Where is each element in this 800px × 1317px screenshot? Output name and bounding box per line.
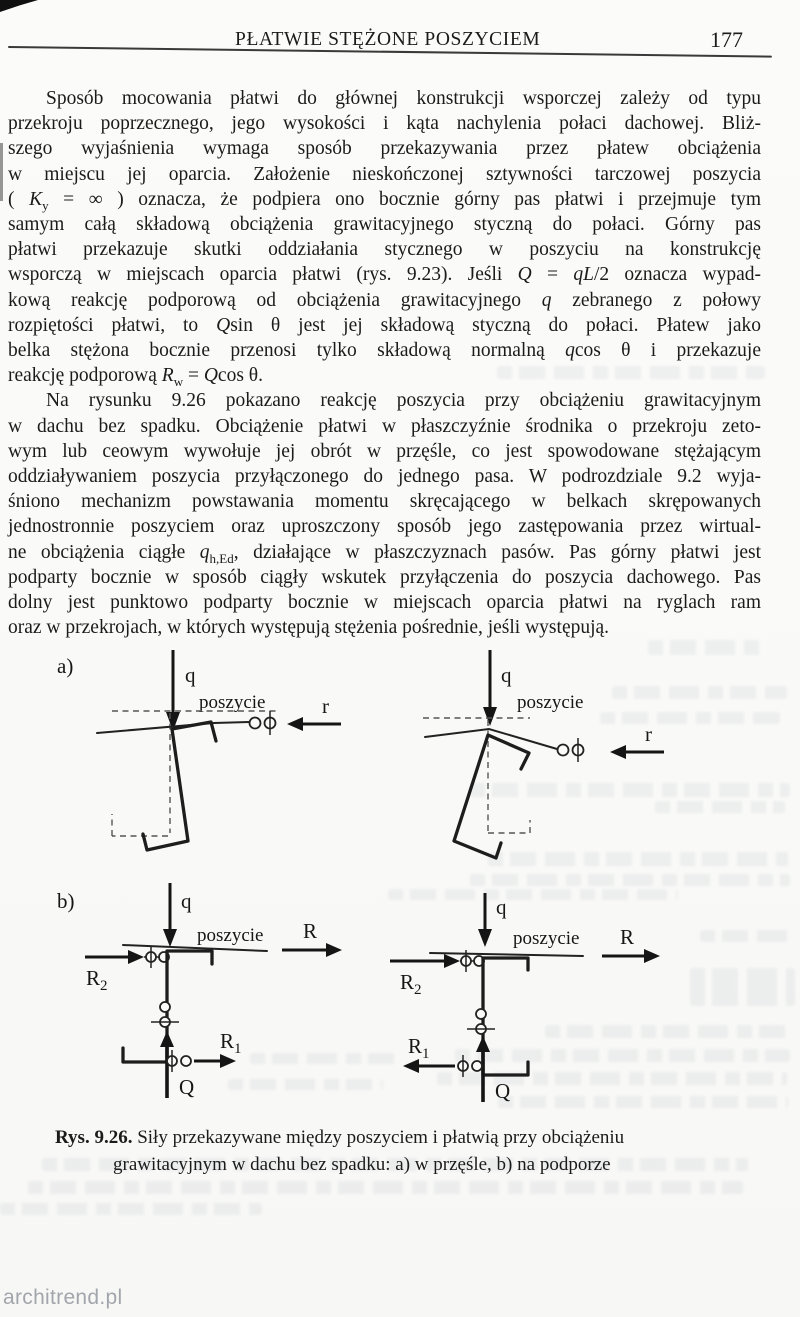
force-label-R1: $R_1$ [408, 1034, 430, 1062]
body-text-line: reakcję podporową $R_w = Qcos$ θ. [8, 365, 264, 390]
body-text-line: ne obciążenia ciągłe $q_{h,Ed}$, działające w płaszczyznach pasów. Pas górny płatwi jest [8, 541, 761, 566]
caption-line-1 [55, 1124, 720, 1151]
roller-symbol [160, 1002, 170, 1012]
watermark: architrend.pl [3, 1286, 123, 1309]
paragraph-2 [8, 388, 761, 640]
caption-figure-label: Rys. 9.26. [55, 1127, 133, 1148]
body-text-line: przekroju poprzecznego, jego wysokości i kąta nachylenia połaci dachowej. Bliż- [8, 113, 761, 135]
sheeting-line [430, 953, 583, 956]
body-text-line: dolny jest punktowo podparty bocznie w miejscach oparcia płatwi na ryglach ram [8, 592, 761, 614]
purlin-z-profile-rotated [143, 722, 216, 850]
support-arrow-Q-head [160, 1031, 174, 1047]
force-label-R2: $R_2$ [400, 970, 422, 998]
roller-symbol [250, 718, 261, 729]
figure-caption [55, 1124, 720, 1178]
roller-symbol [558, 745, 569, 756]
force-label-Q: Q [495, 1079, 511, 1103]
load-arrow-q-head [483, 707, 497, 726]
force-label-R1: $R_1$ [220, 1029, 242, 1057]
body-text-line: w dachu bez spadku. Obciążenie płatwi w płaszczyźnie środnika o przekroju zeto- [8, 415, 761, 437]
body-text-line: płatwi przekazuje skutki oddziałania stycznego w poszyciu na konstrukcję [8, 239, 761, 261]
roller-symbol [472, 1061, 482, 1071]
support-arrow-Q-head [476, 1036, 490, 1052]
force-label-q: q [496, 895, 507, 919]
force-label-R: R [303, 919, 318, 943]
body-text-line: ( $K_y$ = ∞ ) oznacza, że podpiera ono bocznie górny pas płatwi i przejmuje tym [8, 188, 761, 213]
reaction-arrow-R2-head [444, 954, 460, 968]
sheeting-label: poszycie [513, 928, 580, 949]
reaction-arrow-R-head [326, 943, 342, 957]
caption-text: Siły przekazywane między poszyciem i płatwią przy obciążeniu [132, 1127, 625, 1148]
roller-symbol [181, 1056, 191, 1066]
page-number: 177 [710, 27, 743, 52]
force-label-R: R [620, 925, 635, 949]
body-text-line: oraz w przekrojach, w których występują stężenia pośrednie, jeśli występują. [8, 617, 610, 639]
body-text-line: belka stężona bocznie przenosi tylko składową normalną qcos θ i przekazuje [8, 340, 761, 362]
body-text-line: Na rysunku 9.26 pokazano reakcję poszycia przy obciążeniu grawitacyjnym [46, 390, 761, 412]
reaction-arrow-r-head [287, 717, 303, 731]
purlin-c-profile [483, 958, 528, 1075]
body-text-line: podparty bocznie w sposób ciągły wskutek przyłączenia do poszycia dachowego. Pas [8, 566, 761, 588]
load-arrow-q-head [478, 929, 492, 947]
panel-a-label: a) [57, 654, 74, 678]
body-text-line: kową reakcję podporową od obciążenia grawitacyjnego q zebranego z połowy [8, 289, 761, 311]
body-text-line: samym całą składową obciążenia grawitacyjnego styczną do połaci. Górny pas [8, 214, 761, 236]
force-label-q: q [185, 663, 196, 687]
reaction-arrow-R1-head [403, 1059, 419, 1073]
body-text-line: rozpiętości płatwi, to Qsin θ jest jej składową styczną do połaci. Płatew jako [8, 314, 762, 336]
load-arrow-q-head [163, 929, 177, 947]
running-header-title: PŁATWIE STĘŻONE POSZYCIEM [235, 29, 541, 50]
body-text-line: szego wyjaśnienia wymaga sposób przekazywania przez płatew obciążenia [8, 138, 761, 160]
body-text-line: wym lub ceowym wywołuje jej obrót w przęśle, co jest spowodowane stężającym [8, 440, 761, 462]
force-label-Q: Q [179, 1075, 195, 1099]
body-text [8, 86, 761, 640]
paragraph-1 [8, 86, 761, 388]
force-label-R2: $R_2$ [86, 966, 108, 994]
force-label-q: q [501, 663, 512, 687]
reaction-arrow-r-head [610, 745, 626, 759]
scan-edge-artifact [0, 143, 3, 201]
panel-b-zeta-purlin [57, 883, 342, 1099]
body-text-line: jednostronnie poszyciem oraz uproszczony sposób jego zastępowania przez wirtual- [8, 516, 761, 538]
force-label-r: r [322, 694, 329, 718]
sheeting-line [425, 729, 557, 749]
reaction-arrow-R-head [644, 949, 660, 963]
body-text-line: oddziaływaniem poszycia przyłączonego do jednego pasa. W podrozdziale 9.2 wyja- [8, 466, 761, 488]
caption-line-2: grawitacyjnym w dachu bez spadku: a) w przęśle, b) na podporze [113, 1154, 611, 1175]
bleedthrough-artifact [28, 1181, 743, 1194]
sheeting-label: poszycie [517, 692, 584, 713]
bleedthrough-artifact [0, 1203, 262, 1215]
panel-b-label: b) [57, 889, 75, 913]
panel-a-c-purlin [423, 650, 664, 858]
panel-b-c-purlin [390, 893, 660, 1103]
body-text-line: wsporczą w miejscach oparcia płatwi (rys. 9.23). Jeśli Q = qL/2 oznacza wypad- [8, 264, 761, 286]
figure-9-26-drawing [0, 645, 800, 1110]
force-label-r: r [645, 722, 652, 746]
sheeting-label: poszycie [199, 692, 266, 713]
body-text-line: w miejscu jej oparcia. Założenie nieskończonej sztywności tarczowej poszycia [8, 163, 761, 185]
body-text-line: śniono mechanizm powstawania momentu skręcającego w belkach skrępowanych [8, 491, 761, 513]
purlin-c-profile-rotated [454, 735, 529, 858]
scan-corner-artifact [0, 0, 38, 12]
roller-symbol [476, 1009, 486, 1019]
reaction-arrow-R2-head [128, 950, 144, 964]
panel-a-zeta-purlin [57, 650, 341, 850]
body-text-line: Sposób mocowania płatwi do głównej konstrukcji wsporczej zależy od typu [46, 88, 761, 109]
force-label-q: q [181, 889, 192, 913]
sheeting-label: poszycie [197, 925, 264, 946]
